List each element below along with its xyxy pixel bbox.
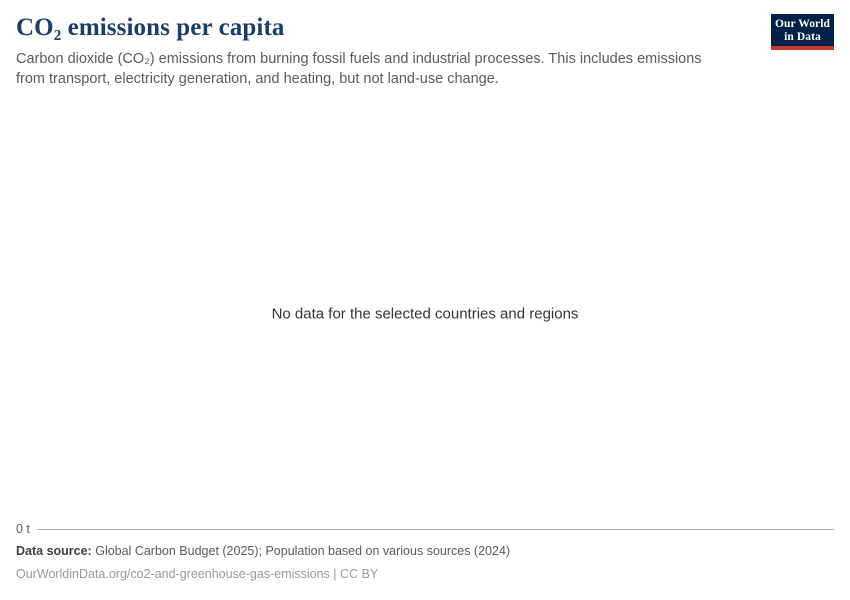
y-axis-tick-label: 0 t xyxy=(16,522,30,536)
no-data-message: No data for the selected countries and regions xyxy=(271,305,579,323)
chart-footer xyxy=(16,541,834,584)
owid-logo[interactable] xyxy=(771,14,834,50)
chart-subtitle: Carbon dioxide (CO₂) emissions from burning fossil fuels and industrial processes. This includes emissions from transport, electricity generation, and heating, but not land-use change. xyxy=(16,50,702,88)
axis-line xyxy=(37,529,834,530)
plot-area xyxy=(16,108,834,520)
y-axis xyxy=(16,522,834,536)
data-source xyxy=(16,541,834,561)
chart-header xyxy=(16,14,834,90)
data-source-label: Data source: xyxy=(16,544,92,558)
license-link[interactable]: OurWorldinData.org/co2-and-greenhouse-gas-emissions | CC BY xyxy=(16,567,379,581)
owid-logo-line1: Our World xyxy=(774,18,831,30)
data-source-text: Global Carbon Budget (2025); Population based on various sources (2024) xyxy=(95,544,511,558)
page-title: CO₂ emissions per capita xyxy=(16,14,285,41)
owid-logo-line2: in Data xyxy=(784,30,821,43)
